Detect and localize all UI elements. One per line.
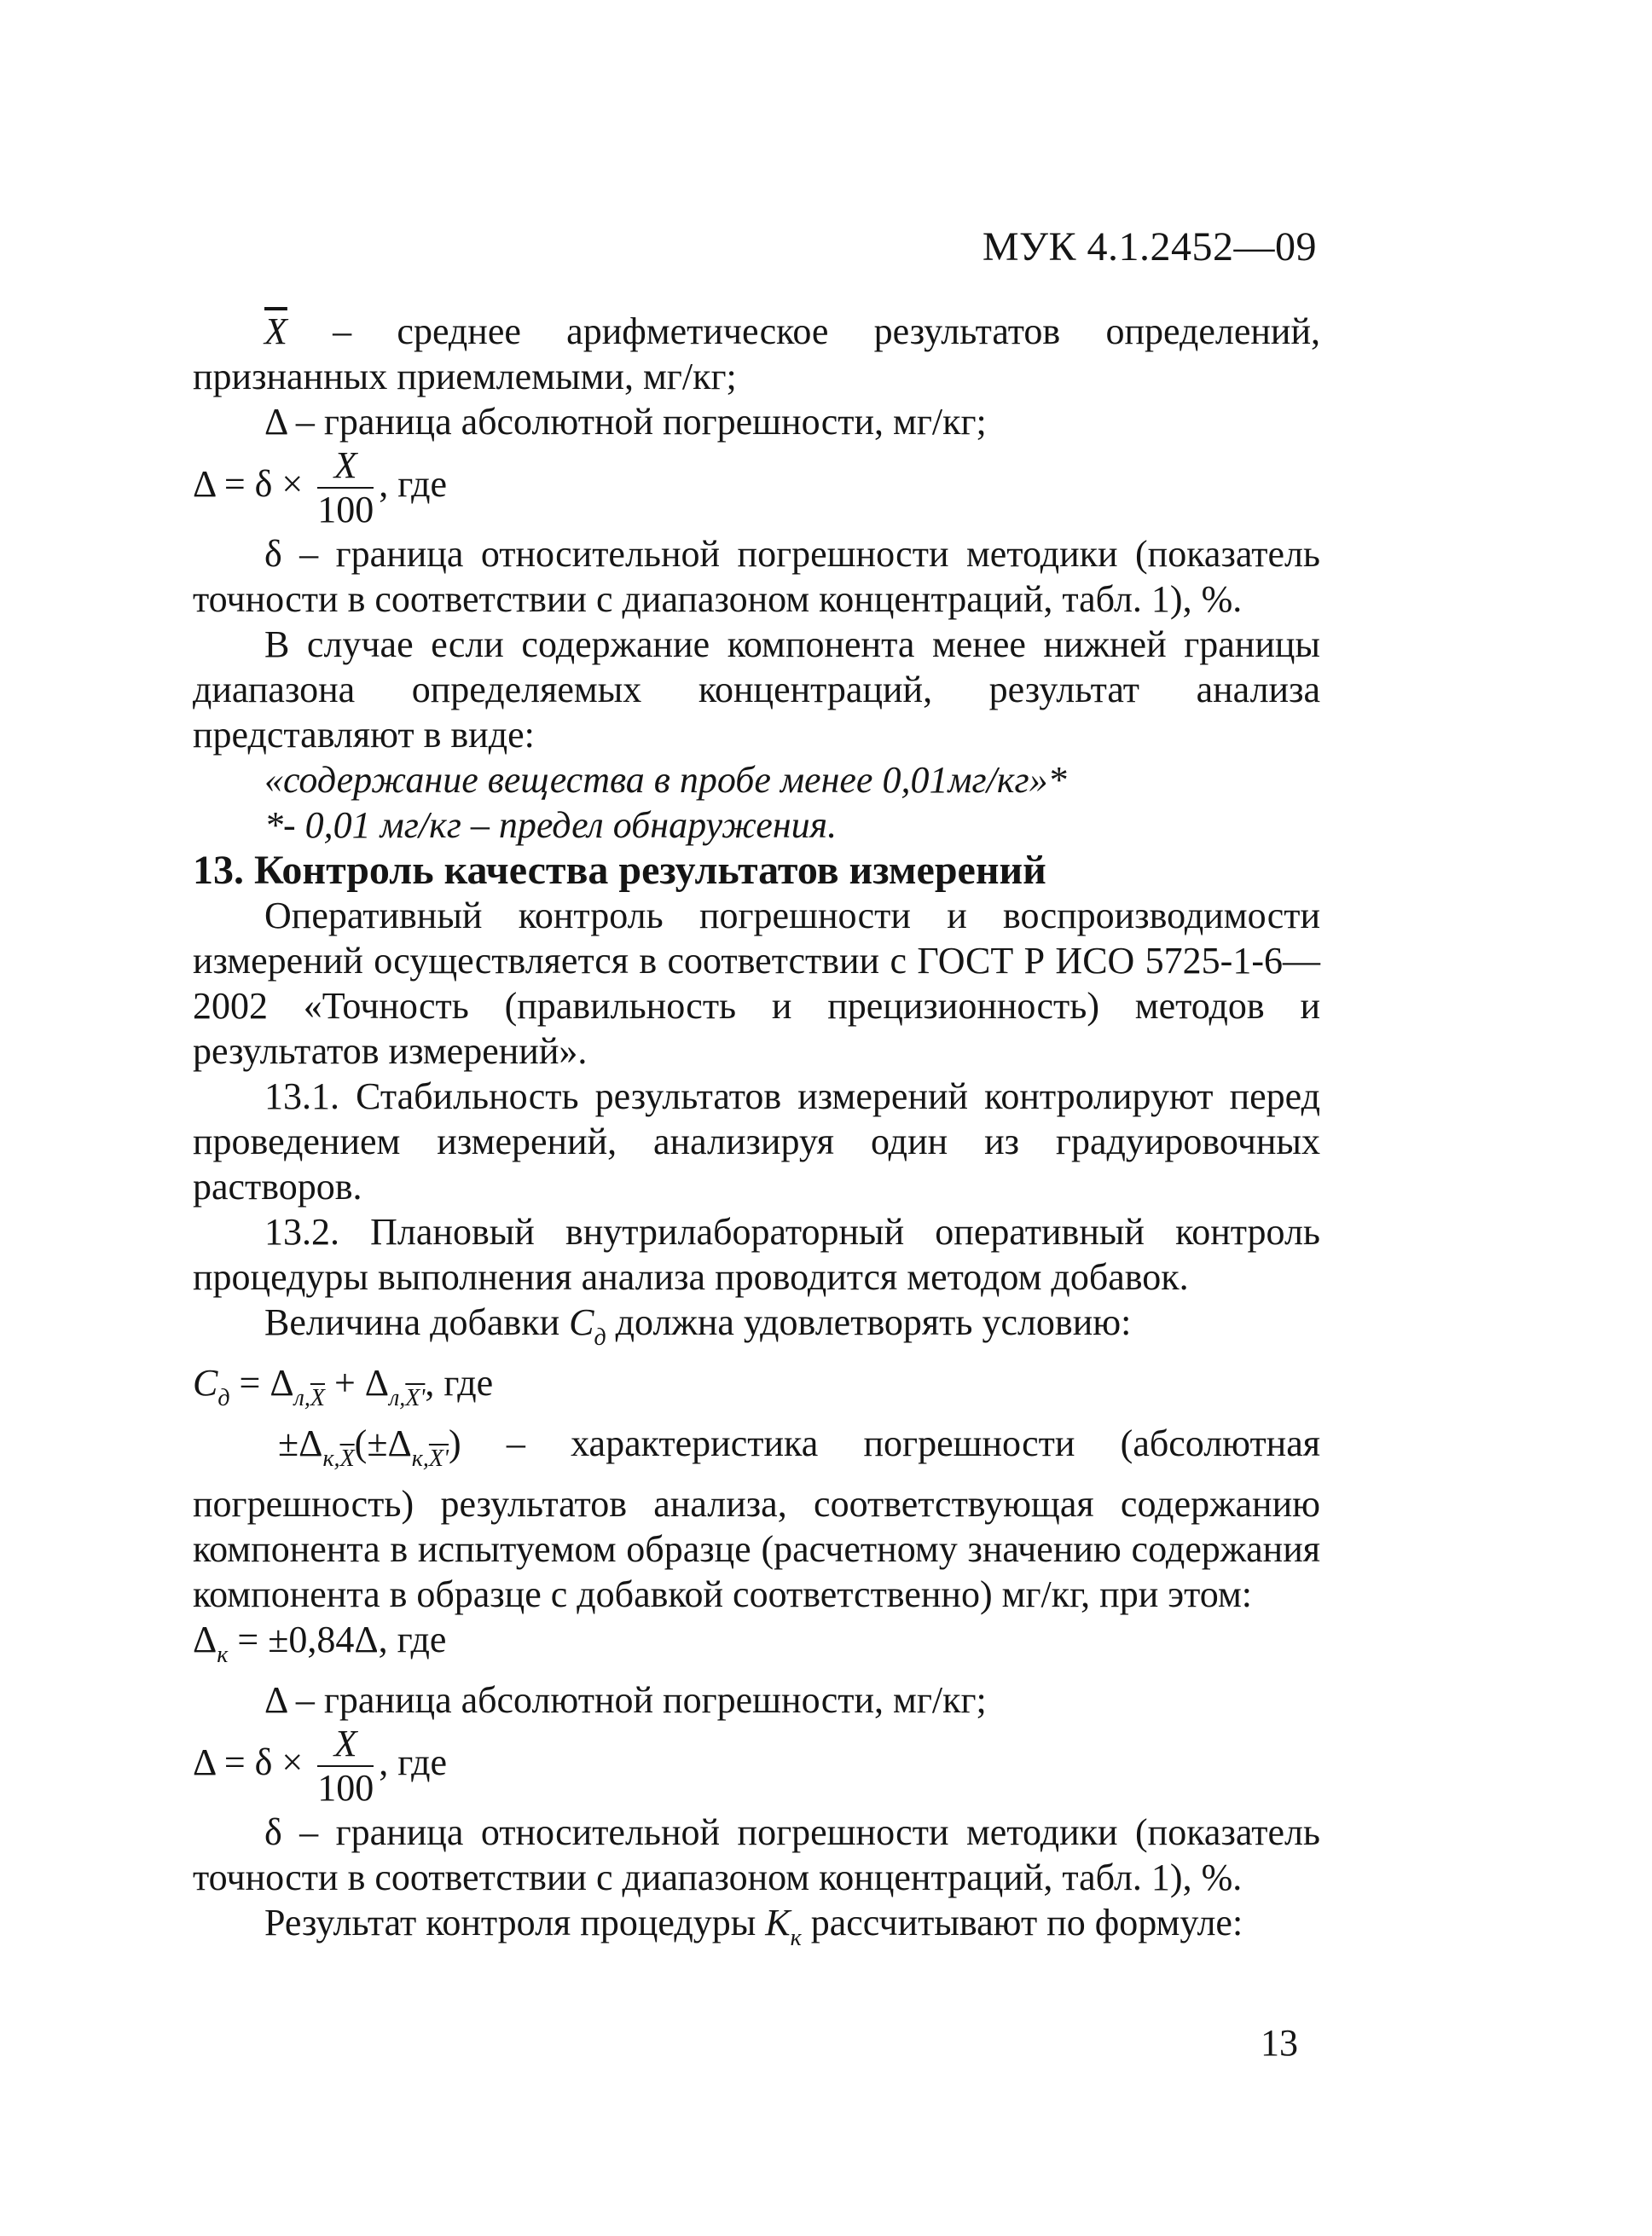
control-result-suffix: рассчитывают по формуле:	[801, 1902, 1243, 1943]
definition-mean-text: – среднее арифметическое результатов определений, признанных приемлемыми, мг/кг;	[193, 310, 1320, 397]
definition-rel-error-2: δ – граница относительной погрешности методики (показатель точности в соответствии с диапазоном концентраций, табл. 1), %.	[193, 1811, 1320, 1898]
control-result-prefix: Результат контроля процедуры	[264, 1902, 766, 1943]
formula-delta-1-suffix: , где	[379, 463, 448, 506]
control-result-symbol-sub: к	[790, 1925, 802, 1951]
formula-addition-eq: = Δ	[229, 1362, 294, 1404]
addition-value-suffix: должна удовлетворять условию:	[606, 1301, 1132, 1343]
paragraph-13-2: 13.2. Плановый внутрилабораторный оперативный контроль процедуры выполнения анализа проводится методом добавок.	[193, 1211, 1320, 1298]
definition-abs-error-2: Δ – граница абсолютной погрешности, мг/кг;	[264, 1679, 987, 1721]
definition-abs-error: Δ – граница абсолютной погрешности, мг/кг;	[264, 401, 987, 443]
document-code: МУК 4.1.2452—09	[982, 224, 1317, 269]
paragraph-below-range: В случае если содержание компонента менее нижней границы диапазона определяемых концентраций, результат анализа представляют в виде:	[193, 623, 1320, 756]
formula-delta-k-rhs: = ±0,84Δ	[228, 1619, 379, 1660]
formula-delta-2-numerator: X	[317, 1723, 374, 1767]
paragraph-error-characteristic	[193, 1421, 1320, 1617]
document-body	[193, 309, 1320, 1961]
formula-addition-t1-index: л,	[293, 1385, 310, 1411]
error-char-index-2: к,	[411, 1445, 429, 1472]
addition-value-prefix: Величина добавки	[264, 1301, 570, 1343]
formula-delta-1	[193, 444, 1320, 531]
error-char-close: )	[448, 1422, 461, 1464]
definition-mean	[193, 309, 1320, 399]
error-char-var-2: X'	[428, 1445, 449, 1472]
formula-delta-2-fraction	[317, 1723, 374, 1810]
formula-delta-1-lhs: Δ = δ ×	[193, 463, 304, 506]
result-form-quote: «содержание вещества в пробе менее 0,01мг/кг»*	[264, 759, 1067, 801]
page-number: 13	[1261, 2022, 1298, 2064]
error-char-sub-2	[412, 1445, 449, 1472]
formula-addition-plus: + Δ	[324, 1362, 390, 1404]
formula-addition-lhs-sub: д	[217, 1385, 230, 1411]
formula-addition-t1-sub	[294, 1385, 325, 1411]
formula-delta-k	[193, 1617, 1320, 1677]
footnote-detection-limit: *- 0,01 мг/кг – предел обнаружения.	[264, 804, 838, 846]
mean-symbol: $\overline{X}$	[264, 310, 287, 352]
formula-delta-2-suffix: , где	[379, 1741, 448, 1784]
error-char-index-1: к,	[322, 1445, 340, 1472]
formula-delta-1-denominator: 100	[317, 489, 374, 530]
paragraph-13-1: 13.1. Стабильность результатов измерений контролируют перед проведением измерений, анализируя один из градуировочных растворов.	[193, 1075, 1320, 1208]
error-char-sub-1	[322, 1445, 354, 1472]
definition-rel-error: δ – граница относительной погрешности методики (показатель точности в соответствии с диапазоном концентраций, табл. 1), %.	[193, 533, 1320, 620]
error-char-var-1: $\overline{X}$	[339, 1445, 355, 1472]
formula-delta-k-sub: к	[217, 1642, 229, 1668]
formula-addition-t1-var: $\overline{X}$	[310, 1385, 325, 1411]
addition-symbol: C	[569, 1301, 594, 1343]
formula-delta-2-denominator: 100	[317, 1767, 374, 1809]
error-char-text: – характеристика погрешности (абсолютная погрешность) результатов анализа, соответствующая содержанию компонента в испытуемом образце (расчетному значению содержания компонента в образце с добавкой соответственно) мг/кг, при этом:	[193, 1422, 1320, 1615]
paragraph-control-result	[193, 1900, 1320, 1961]
section-heading: 13. Контроль качества результатов измерений	[193, 848, 1046, 893]
formula-addition-t2-sub	[389, 1385, 425, 1411]
paragraph-addition-value	[193, 1300, 1320, 1360]
formula-delta-k-suffix: , где	[378, 1619, 447, 1660]
formula-delta-k-lhs: Δ	[193, 1619, 217, 1660]
addition-symbol-sub: д	[594, 1324, 606, 1351]
formula-delta-2-lhs: Δ = δ ×	[193, 1741, 304, 1784]
formula-addition-suffix: , где	[425, 1362, 494, 1404]
paragraph-operational-control: Оперативный контроль погрешности и воспроизводимости измерений осуществляется в соответствии с ГОСТ Р ИСО 5725-1-6—2002 «Точность (правильность и прецизионность) методов и результатов измерений».	[193, 895, 1320, 1072]
formula-delta-2	[193, 1723, 1320, 1810]
error-char-mid: (±Δ	[354, 1422, 412, 1464]
formula-delta-1-numerator: X	[317, 444, 374, 489]
formula-addition	[193, 1360, 1320, 1421]
formula-addition-t2-var: X'	[405, 1385, 426, 1411]
formula-addition-t2-index: л,	[389, 1385, 406, 1411]
error-char-lead: ±Δ	[278, 1422, 323, 1464]
formula-delta-1-fraction	[317, 444, 374, 531]
control-result-symbol: K	[765, 1902, 791, 1943]
formula-addition-lhs: C	[193, 1362, 218, 1404]
